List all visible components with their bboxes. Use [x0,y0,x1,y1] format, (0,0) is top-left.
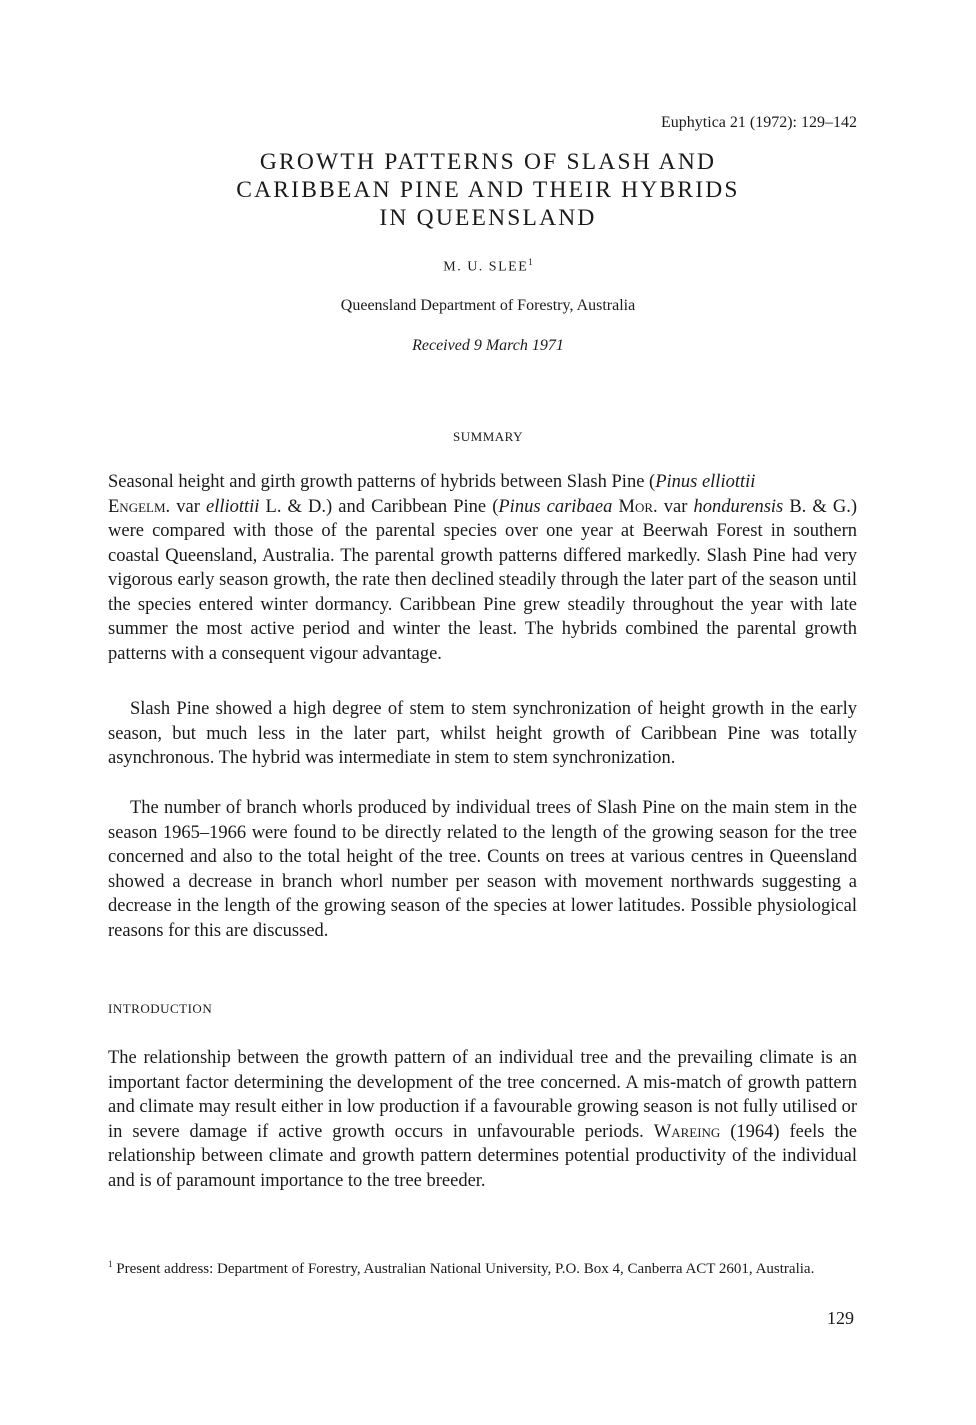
introduction-heading: INTRODUCTION [108,1001,213,1016]
summary-paragraph-2: Slash Pine showed a high degree of stem to stem synchronization of height growth in the early season, but much less in the later part, whilst height growth of Caribbean Pine was totally asynchronous. The hybrid was intermediate in stem to stem synchronization. [108,699,857,768]
summary-paragraph-1: Seasonal height and girth growth patterns of hybrids between Slash Pine (Pinus elliottii Engelm. var elliottii L. & D.) and Caribbean Pine (Pinus caribaea Mor. var hondurensis B. & G.) were compared with those of the parental species over one year at Beerwah Forest in southern coastal Queensland, Australia. The parental growth patterns differed markedly. Slash Pine had very vigorous early season growth, the rate then declined steadily through the later part of the season until the species entered winter dormancy. Caribbean Pine grew steadily throughout the year with late summer the most active period and winter the least. The hybrids combined the parental growth patterns with a consequent vigour advantage. [108,472,858,664]
author-line [0,257,976,276]
affiliation: Queensland Department of Forestry, Australia [340,297,636,314]
footnote [108,1255,857,1279]
paper-title [0,148,976,232]
title-line-2: CARIBBEAN PINE AND THEIR HYBRIDS [236,177,740,203]
title-line-3: IN QUEENSLAND [379,205,597,231]
page-number: 129 [827,1308,854,1328]
introduction-paragraph: The relationship between the growth pattern of an individual tree and the prevailing climate is an important factor determining the development of the tree concerned. A mis-match of growth pattern and climate may result either in low production if a favourable growing season is not fully utilised or in severe damage if active growth occurs in unfavourable periods. Wareing (1964) feels the relationship between climate and growth pattern determines potential productivity of the individual and is of paramount importance to the tree breeder. [108,1048,857,1191]
summary-heading: SUMMARY [453,429,523,444]
author-footnote-mark: 1 [528,257,533,267]
footnote-mark: 1 [108,1259,113,1269]
author-name: M. U. SLEE [443,259,529,275]
received-date: Received 9 March 1971 [412,337,564,354]
summary-paragraph-3: The number of branch whorls produced by individual trees of Slash Pine on the main stem in the season 1965–1966 were found to be directly related to the length of the growing season for the tree concerned and also to the total height of the tree. Counts on trees at various centres in Queensland showed a decrease in branch whorl number per season with movement northwards suggesting a decrease in the length of the growing season of the species at lower latitudes. Possible physiological reasons for this are discussed. [108,798,857,941]
journal-citation: Euphytica 21 (1972): 129–142 [661,114,857,131]
title-line-1: GROWTH PATTERNS OF SLASH AND [259,149,717,175]
footnote-text: Present address: Department of Forestry, Australian National University, P.O. Box 4, Canberra ACT 2601, Australia. [112,1261,815,1277]
